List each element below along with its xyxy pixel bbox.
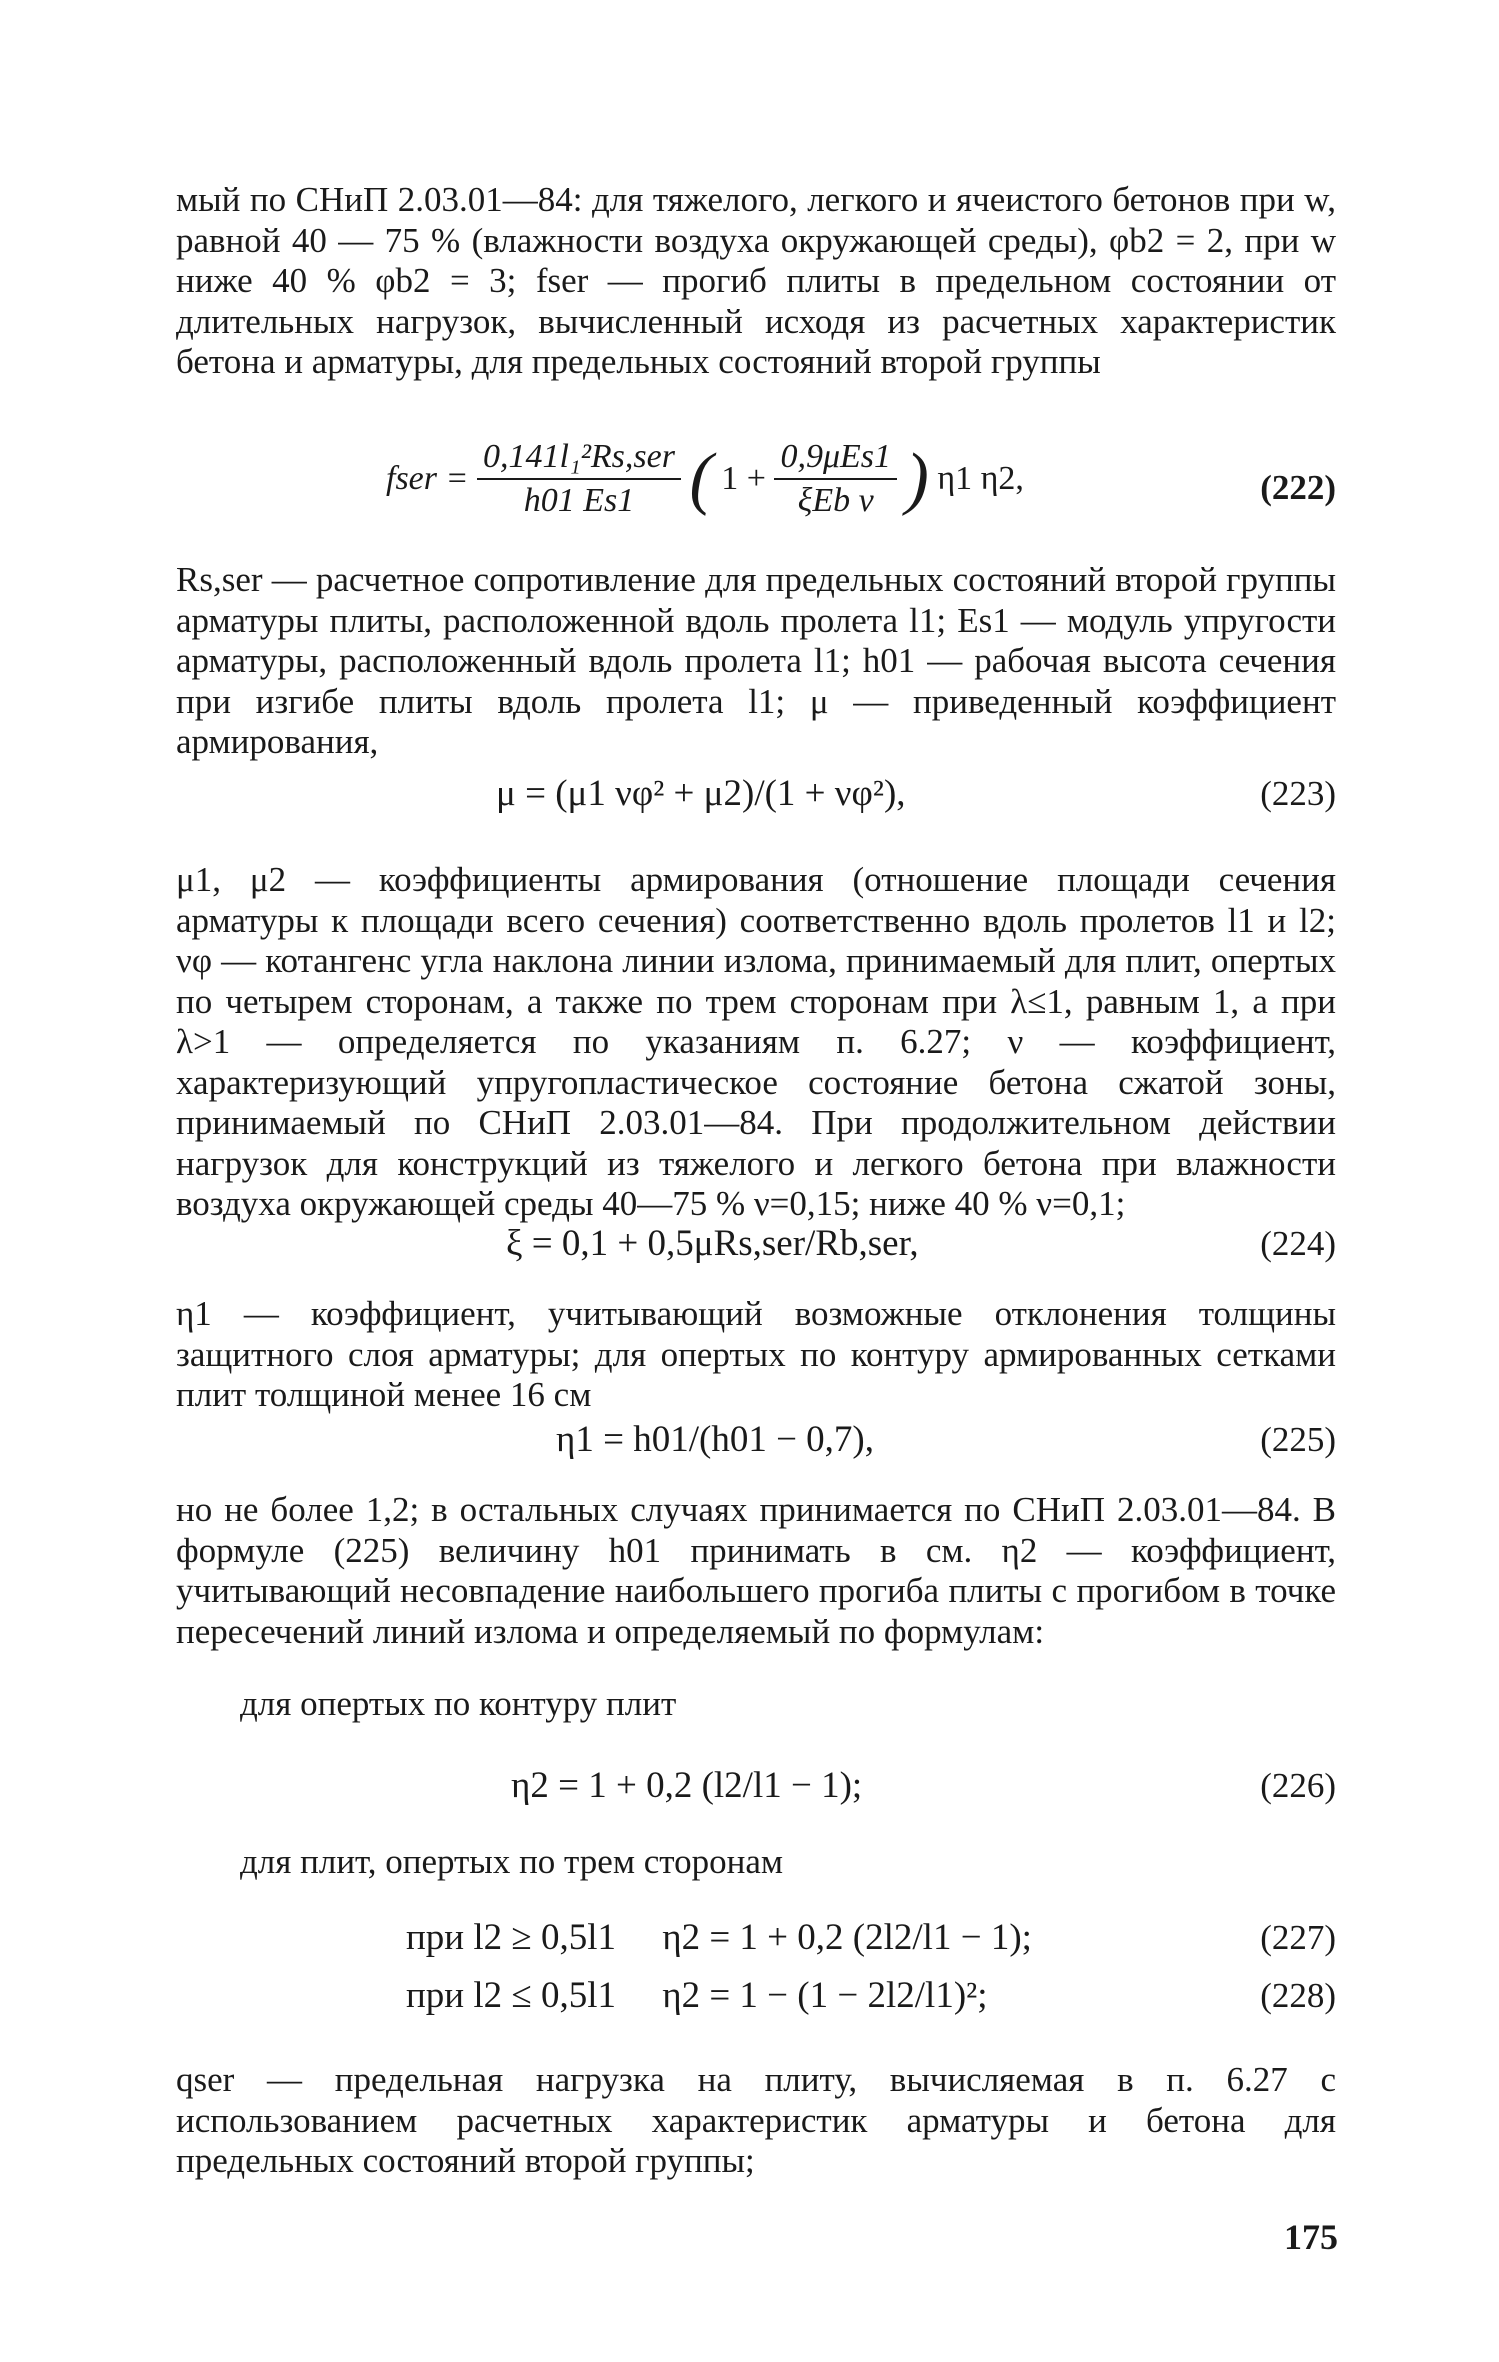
paragraph-rs-ser-definition: Rs,ser — расчетное сопротивление для предельных состояний второй группы арматуры плиты, расположенной вдоль пролета l1; Es1 — модуль упругости арматуры, расположенный вдоль пролета l1; h01 — рабочая высота сечения при изгибе плиты вдоль пролета l1; μ — приведенный коэффициент армирования, xyxy=(176,560,1336,761)
paragraph-deflection-definition: мый по СНиП 2.03.01—84: для тяжелого, легкого и ячеистого бетонов при w, равной 40 — 75 % (влажности воздуха окружающей среды), φb2 = 2, при w ниже 40 % φb2 = 3; fser — прогиб плиты в предельном состоянии от длительных нагрузок, вычисленный исходя из расчетных характеристик бетона и арматуры, для предельных состояний второй группы xyxy=(176,180,1336,381)
equation-222 xyxy=(176,438,1336,548)
paragraph-contour-supported: для опертых по контуру плит xyxy=(240,1684,677,1723)
eq222-frac1-numerator: 0,141l₁²Rs,ser xyxy=(477,438,681,480)
eq222-one-plus: 1 + xyxy=(721,460,766,497)
equation-226 xyxy=(176,1760,1336,1820)
eq222-number: (222) xyxy=(1260,468,1336,507)
paragraph-eta2-definition: но не более 1,2; в остальных случаях принимается по СНиП 2.03.01—84. В формуле (225) величину h01 принимать в см. η2 — коэффициент, учитывающий несовпадение наибольшего прогиба плиты с прогибом в точке пересечений линий излома и определяемый по формулам: xyxy=(176,1490,1336,1651)
eq227-number: (227) xyxy=(1260,1918,1336,1957)
eq222-fraction-2 xyxy=(774,438,897,520)
eq223-text: μ = (μ1 νφ² + μ2)/(1 + νφ²), xyxy=(496,773,906,814)
eq222-frac2-numerator: 0,9μEs1 xyxy=(774,438,897,480)
equation-223 xyxy=(176,764,1336,824)
eq225-text: η1 = h01/(h01 − 0,7), xyxy=(556,1419,875,1460)
eq226-text: η2 = 1 + 0,2 (l2/l1 − 1); xyxy=(511,1765,863,1806)
eq222-frac2-denominator: ξEb ν xyxy=(797,482,874,519)
paragraph-reinforcement-coefficients: μ1, μ2 — коэффициенты армирования (отношение площади сечения арматуры к площади всего сечения) соответственно вдоль пролетов l1 и l2; νφ — котангенс угла наклона линии излома, принимаемый для плит, опертых по четырем сторонам, а также по трем сторонам при λ≤1, равным 1, а при λ>1 — определяется по указаниям п. 6.27; ν — коэффициент, характеризующий упругопластическое состояние бетона сжатой зоны, принимаемый по СНиП 2.03.01—84. При продолжительном действии нагрузок для конструкций из тяжелого и легкого бетона при влажности воздуха окружающей среды 40—75 % ν=0,15; ниже 40 % ν=0,1; xyxy=(176,860,1336,1223)
eq226-number: (226) xyxy=(1260,1766,1336,1805)
page-number: 175 xyxy=(1284,2217,1338,2257)
equation-225 xyxy=(176,1414,1336,1474)
eq222-lhs: fser = xyxy=(386,460,469,497)
eq224-text: ξ = 0,1 + 0,5μRs,ser/Rb,ser, xyxy=(506,1223,919,1264)
paragraph-qser-definition: qser — предельная нагрузка на плиту, вычисляемая в п. 6.27 с использованием расчетных характеристик арматуры и бетона для предельных состояний второй группы; xyxy=(176,2060,1336,2180)
eq222-fraction-1 xyxy=(477,438,681,520)
eq224-number: (224) xyxy=(1260,1224,1336,1263)
eq225-number: (225) xyxy=(1260,1420,1336,1459)
eq222-close-paren: ) xyxy=(905,440,929,517)
eq222-tail: η1 η2, xyxy=(937,460,1024,497)
eq227-text: при l2 ≥ 0,5l1 η2 = 1 + 0,2 (2l2/l1 − 1); xyxy=(406,1917,1032,1958)
paragraph-three-sides-supported: для плит, опертых по трем сторонам xyxy=(240,1842,783,1881)
equation-224 xyxy=(176,1218,1336,1278)
eq222-open-paren: ( xyxy=(689,440,713,517)
eq228-text: при l2 ≤ 0,5l1 η2 = 1 − (1 − 2l2/l1)²; xyxy=(406,1975,988,2016)
equation-228 xyxy=(176,1970,1336,2030)
equation-227 xyxy=(176,1912,1336,1972)
eq223-number: (223) xyxy=(1260,774,1336,813)
eq222-frac1-denominator: h01 Es1 xyxy=(523,482,635,519)
paragraph-eta1-definition: η1 — коэффициент, учитывающий возможные отклонения толщины защитного слоя арматуры; для опертых по контуру армированных сетками плит толщиной менее 16 см xyxy=(176,1294,1336,1414)
eq228-number: (228) xyxy=(1260,1976,1336,2015)
